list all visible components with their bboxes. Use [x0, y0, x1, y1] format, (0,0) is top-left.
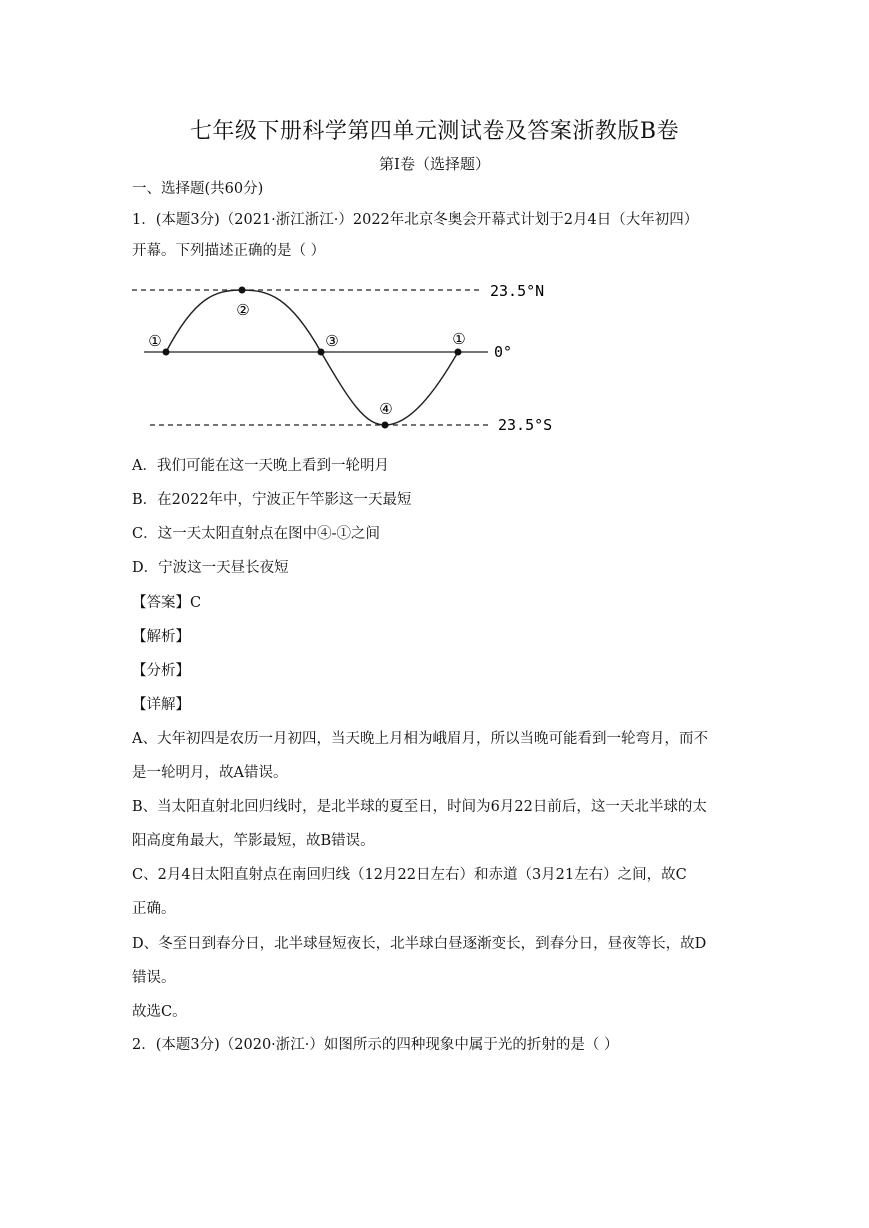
- label-23-5-north: 23.5°N: [490, 282, 545, 300]
- point-2: [239, 287, 246, 294]
- point-1-left: [163, 349, 170, 356]
- section-heading: 一、选择题(共60分): [132, 181, 264, 197]
- detail-line-6: 正确。: [132, 901, 176, 917]
- detail-line-7: D、冬至日到春分日，北半球昼短夜长，北半球白昼逐渐变长，到春分日，昼夜等长，故D: [132, 936, 707, 952]
- detail-line-9: 故选C。: [132, 1004, 187, 1020]
- sun-path-curve: [166, 290, 458, 425]
- detail-line-1: A、大年初四是农历一月初四，当天晚上月相为峨眉月，所以当晚可能看到一轮弯月，而不: [132, 731, 708, 747]
- detail-line-5: C、2月4日太阳直射点在南回归线（12月22日左右）和赤道（3月21左右）之间，故C: [132, 867, 687, 883]
- option-c: C．这一天太阳直射点在图中④-①之间: [132, 526, 380, 542]
- option-d: D．宁波这一天昼长夜短: [132, 560, 289, 576]
- marker-3: ③: [325, 332, 339, 350]
- sun-direct-point-diagram: [120, 272, 560, 434]
- option-b: B．在2022年中，宁波正午竿影这一天最短: [132, 492, 412, 508]
- marker-4: ④: [379, 400, 393, 418]
- question-1-stem-line-1: 1．(本题3分)（2021·浙江浙江·）2022年北京冬奥会开幕式计划于2月4日（大年初四）: [132, 212, 699, 228]
- detail-line-2: 是一轮明月，故A错误。: [132, 765, 288, 781]
- point-3: [318, 349, 325, 356]
- answer-line: 【答案】C: [132, 595, 202, 611]
- label-equator: 0°: [494, 343, 513, 361]
- detail-line-8: 错误。: [132, 970, 176, 986]
- page-subtitle: 第Ⅰ卷（选择题）: [379, 155, 490, 173]
- page-title: 七年级下册科学第四单元测试卷及答案浙教版B卷: [189, 119, 680, 144]
- xiangjie-heading: 【详解】: [132, 697, 190, 713]
- jiexi-heading: 【解析】: [132, 629, 190, 645]
- marker-1-right: ①: [452, 330, 466, 348]
- question-1-stem-line-2: 开幕。下列描述正确的是（ ）: [132, 243, 326, 259]
- marker-2: ②: [236, 301, 250, 319]
- detail-line-4: 阳高度角最大，竿影最短，故B错误。: [132, 833, 375, 849]
- point-1-right: [455, 349, 462, 356]
- marker-1-left: ①: [148, 332, 162, 350]
- option-a: A．我们可能在这一天晚上看到一轮明月: [132, 458, 389, 474]
- label-23-5-south: 23.5°S: [498, 416, 553, 434]
- fenxi-heading: 【分析】: [132, 663, 190, 679]
- detail-line-3: B、当太阳直射北回归线时，是北半球的夏至日，时间为6月22日前后，这一天北半球的太: [132, 799, 707, 815]
- question-2-stem: 2．(本题3分)（2020·浙江·）如图所示的四种现象中属于光的折射的是（ ）: [132, 1037, 619, 1053]
- point-4: [382, 422, 389, 429]
